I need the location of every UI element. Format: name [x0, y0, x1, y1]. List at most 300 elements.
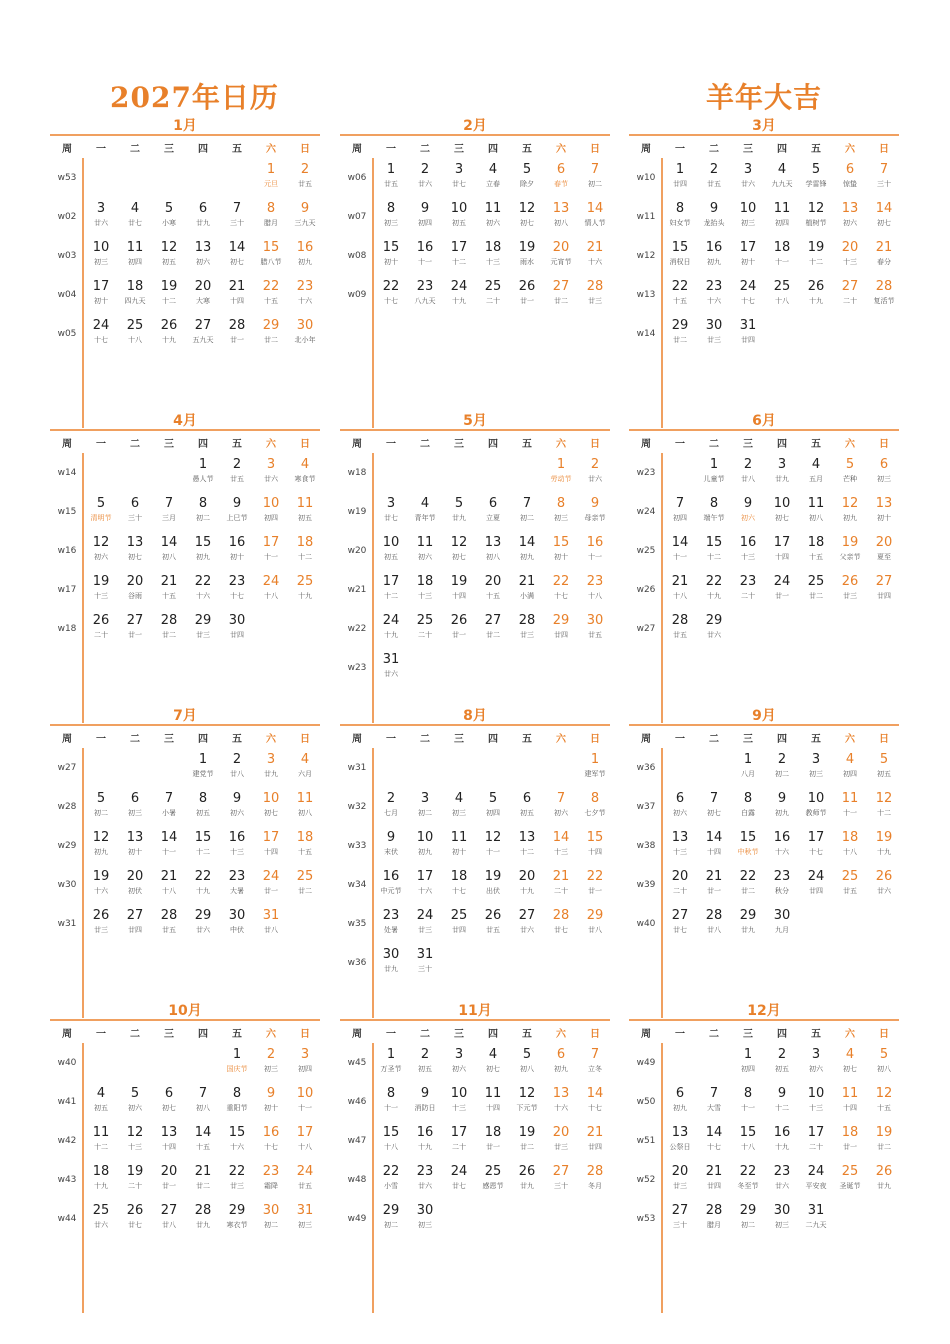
day-cell — [186, 865, 220, 904]
day-cell — [442, 609, 476, 648]
lunar-date: 十七 — [741, 297, 755, 305]
lunar-date: 十四 — [264, 848, 278, 856]
day-cell — [288, 1043, 322, 1082]
day-cell — [220, 236, 254, 275]
weekday-label: 六 — [845, 438, 855, 450]
lunar-date: 廿六 — [520, 926, 534, 934]
lunar-date: 十四 — [707, 848, 721, 856]
day-cell — [374, 865, 408, 904]
week-row — [629, 1043, 899, 1082]
weekday-label: 周 — [641, 733, 651, 745]
lunar-date: 上巳节 — [226, 514, 248, 522]
week-row — [340, 748, 610, 787]
day-number: 23 — [228, 574, 246, 589]
month-days — [347, 748, 610, 1018]
day-number: 14 — [586, 1086, 604, 1101]
lunar-date: 初九 — [775, 809, 789, 817]
lunar-date: 廿二 — [673, 336, 687, 344]
lunar-date: 初五 — [877, 770, 891, 778]
day-number: 28 — [194, 1203, 212, 1218]
weekday-label: 日 — [590, 143, 600, 155]
week-number: w14 — [57, 467, 77, 478]
day-number: 3 — [454, 162, 464, 177]
day-number: 9 — [232, 791, 242, 806]
day-cell — [799, 1082, 833, 1121]
week-number: w05 — [57, 328, 77, 339]
day-number: 4 — [420, 496, 430, 511]
day-number: 24 — [807, 1164, 825, 1179]
day-cell — [288, 1121, 322, 1160]
day-number: 30 — [705, 318, 723, 333]
day-cell — [374, 275, 408, 314]
day-cell — [731, 570, 765, 609]
lunar-date: 初十 — [554, 553, 568, 561]
day-cell — [867, 492, 901, 531]
day-number: 27 — [552, 1164, 570, 1179]
lunar-date: 廿七 — [554, 926, 568, 934]
day-number: 22 — [739, 1164, 757, 1179]
day-cell — [799, 1121, 833, 1160]
day-cell — [408, 904, 442, 943]
day-cell — [254, 492, 288, 531]
day-cell — [186, 453, 220, 492]
day-cell — [408, 492, 442, 531]
day-cell — [220, 1199, 254, 1238]
day-number: 4 — [96, 1086, 106, 1101]
day-number: 31 — [739, 318, 757, 333]
weekday-label: 日 — [300, 143, 310, 155]
day-number: 12 — [875, 791, 893, 806]
day-cell — [867, 609, 901, 648]
lunar-date: 初二 — [94, 809, 108, 817]
day-number: 13 — [126, 830, 144, 845]
weekday-label: 五 — [522, 733, 532, 745]
lunar-date: 惊蛰 — [843, 180, 857, 188]
lunar-date: 廿二 — [162, 631, 176, 639]
day-number: 7 — [232, 201, 242, 216]
lunar-date: 十六 — [554, 1104, 568, 1112]
lunar-date: 十七 — [588, 1104, 602, 1112]
week-number: w28 — [57, 801, 77, 812]
week-row — [50, 158, 320, 197]
lunar-date: 廿一 — [775, 592, 789, 600]
day-number: 11 — [450, 830, 468, 845]
lunar-date: 十七 — [554, 592, 568, 600]
lunar-date: 廿三 — [196, 631, 210, 639]
week-row — [50, 314, 320, 353]
day-cell — [152, 453, 186, 492]
lunar-date: 消防日 — [414, 1104, 436, 1112]
day-number: 17 — [739, 240, 757, 255]
lunar-date: 初三 — [877, 475, 891, 483]
weekday-label: 二 — [420, 1028, 430, 1040]
lunar-date: 十八 — [673, 592, 687, 600]
day-number: 27 — [126, 613, 144, 628]
day-cell — [731, 1082, 765, 1121]
day-number: 20 — [160, 1164, 178, 1179]
lunar-date: 廿六 — [94, 1221, 108, 1229]
week-number: w17 — [57, 584, 77, 595]
day-cell — [765, 570, 799, 609]
day-cell — [476, 787, 510, 826]
day-cell — [663, 1121, 697, 1160]
lunar-date: 初六 — [809, 1065, 823, 1073]
lunar-date: 十六 — [418, 887, 432, 895]
day-number: 5 — [454, 496, 464, 511]
day-cell — [663, 453, 697, 492]
weekday-label: 一 — [386, 143, 396, 155]
day-cell — [442, 943, 476, 982]
day-number: 29 — [194, 908, 212, 923]
day-cell — [578, 1199, 612, 1238]
day-cell — [663, 1160, 697, 1199]
lunar-date: 十八 — [741, 1143, 755, 1151]
lunar-date: 十二 — [775, 1104, 789, 1112]
day-number: 12 — [875, 1086, 893, 1101]
week-number: w53 — [57, 172, 77, 183]
lunar-date: 十九 — [94, 1182, 108, 1190]
month-block — [629, 413, 899, 723]
lunar-date: 廿四 — [707, 1182, 721, 1190]
day-number: 24 — [450, 1164, 468, 1179]
day-number: 1 — [743, 1047, 753, 1062]
lunar-date: 十七 — [230, 592, 244, 600]
lunar-date: 十七 — [809, 848, 823, 856]
lunar-date: 十四 — [452, 592, 466, 600]
day-cell — [833, 1082, 867, 1121]
day-cell — [765, 275, 799, 314]
lunar-date: 廿三 — [418, 926, 432, 934]
day-cell — [408, 787, 442, 826]
week-number: w10 — [636, 172, 656, 183]
lunar-date: 廿六 — [588, 475, 602, 483]
week-row — [629, 314, 899, 353]
lunar-date: 廿八 — [707, 926, 721, 934]
lunar-date: 春节 — [554, 180, 568, 188]
week-row — [340, 275, 610, 314]
weekday-header — [340, 136, 610, 158]
weekday-header — [629, 726, 899, 748]
day-cell — [731, 314, 765, 353]
day-cell — [476, 1160, 510, 1199]
lunar-date: 十八 — [264, 592, 278, 600]
day-cell — [544, 531, 578, 570]
day-number: 27 — [194, 318, 212, 333]
day-number: 26 — [92, 908, 110, 923]
week-row — [340, 904, 610, 943]
day-number: 27 — [518, 908, 536, 923]
weekday-label: 三 — [454, 143, 464, 155]
day-cell — [544, 1082, 578, 1121]
day-number: 4 — [845, 752, 855, 767]
day-cell — [408, 865, 442, 904]
day-cell — [442, 531, 476, 570]
lunar-date: 初五 — [520, 809, 534, 817]
week-row — [629, 158, 899, 197]
week-number: w50 — [636, 1096, 656, 1107]
day-cell — [152, 531, 186, 570]
lunar-date: 十六 — [298, 297, 312, 305]
day-cell — [731, 1121, 765, 1160]
day-cell — [833, 158, 867, 197]
day-cell — [220, 787, 254, 826]
day-number: 4 — [454, 791, 464, 806]
day-cell — [84, 570, 118, 609]
month-days — [347, 453, 610, 723]
day-number: 5 — [164, 201, 174, 216]
day-cell — [186, 158, 220, 197]
day-number: 19 — [875, 830, 893, 845]
day-number: 14 — [875, 201, 893, 216]
day-number: 31 — [807, 1203, 825, 1218]
week-row — [629, 453, 899, 492]
day-number: 26 — [807, 279, 825, 294]
day-cell — [663, 865, 697, 904]
lunar-date: 十二 — [298, 553, 312, 561]
day-cell — [765, 236, 799, 275]
day-number: 19 — [807, 240, 825, 255]
lunar-date: 儿童节 — [703, 475, 725, 483]
day-number: 20 — [552, 240, 570, 255]
day-cell — [697, 1160, 731, 1199]
day-number: 6 — [198, 201, 208, 216]
day-cell — [833, 531, 867, 570]
weekday-header — [340, 431, 610, 453]
lunar-date: 廿八 — [588, 926, 602, 934]
week-row — [629, 787, 899, 826]
day-number: 28 — [518, 613, 536, 628]
week-row — [50, 1043, 320, 1082]
day-cell — [118, 865, 152, 904]
day-number: 18 — [484, 1125, 502, 1140]
day-cell — [867, 826, 901, 865]
lunar-date: 廿二 — [809, 592, 823, 600]
day-cell — [374, 531, 408, 570]
lunar-date: 青年节 — [414, 514, 436, 522]
lunar-date: 初十 — [264, 1104, 278, 1112]
day-number: 1 — [198, 457, 208, 472]
lunar-date: 复活节 — [873, 297, 895, 305]
lunar-date: 龙抬头 — [703, 219, 725, 227]
week-row — [50, 609, 320, 648]
day-cell — [220, 1082, 254, 1121]
week-row — [340, 1121, 610, 1160]
day-cell — [288, 236, 322, 275]
day-number: 27 — [671, 1203, 689, 1218]
day-cell — [663, 1082, 697, 1121]
lunar-date: 十四 — [588, 848, 602, 856]
week-row — [629, 570, 899, 609]
day-number: 17 — [92, 279, 110, 294]
day-cell — [186, 236, 220, 275]
lunar-date: 教师节 — [805, 809, 827, 817]
day-cell — [254, 236, 288, 275]
calendar-slogan: 羊年大吉 — [706, 81, 823, 114]
day-number: 16 — [773, 1125, 791, 1140]
weekday-label: 二 — [130, 1028, 140, 1040]
day-number: 14 — [705, 1125, 723, 1140]
lunar-date: 小满 — [520, 592, 534, 600]
lunar-date: 初六 — [418, 553, 432, 561]
lunar-date: 愚人节 — [192, 475, 214, 483]
day-number: 23 — [773, 1164, 791, 1179]
lunar-date: 廿二 — [554, 297, 568, 305]
day-cell — [118, 826, 152, 865]
day-cell — [833, 904, 867, 943]
month-block — [629, 708, 899, 1018]
week-row — [629, 492, 899, 531]
lunar-date: 初十 — [94, 297, 108, 305]
weekday-label: 日 — [879, 733, 889, 745]
lunar-date: 初八 — [298, 809, 312, 817]
week-number: w27 — [636, 623, 656, 634]
lunar-date: 廿七 — [384, 514, 398, 522]
day-cell — [731, 1199, 765, 1238]
day-cell — [544, 492, 578, 531]
lunar-date: 腊月 — [264, 219, 278, 227]
day-cell — [578, 787, 612, 826]
day-cell — [374, 236, 408, 275]
day-cell — [186, 1043, 220, 1082]
week-row — [340, 648, 610, 687]
day-number: 9 — [590, 496, 600, 511]
day-cell — [476, 904, 510, 943]
day-cell — [118, 1160, 152, 1199]
day-number: 23 — [262, 1164, 280, 1179]
day-cell — [84, 748, 118, 787]
day-cell — [186, 748, 220, 787]
week-number: w33 — [347, 840, 367, 851]
day-number: 20 — [518, 869, 536, 884]
lunar-date: 寒食节 — [294, 475, 316, 483]
lunar-date: 初三 — [384, 219, 398, 227]
day-number: 2 — [300, 162, 310, 177]
day-number: 20 — [671, 1164, 689, 1179]
day-number: 12 — [518, 1086, 536, 1101]
lunar-date: 廿八 — [264, 926, 278, 934]
lunar-date: 初二 — [196, 514, 210, 522]
day-cell — [765, 1160, 799, 1199]
day-number: 4 — [845, 1047, 855, 1062]
weekday-header — [340, 726, 610, 748]
week-row — [629, 748, 899, 787]
lunar-date: 十七 — [384, 297, 398, 305]
day-number: 22 — [382, 279, 400, 294]
day-cell — [374, 943, 408, 982]
weekday-label: 日 — [879, 438, 889, 450]
lunar-date: 廿四 — [128, 926, 142, 934]
day-cell — [867, 865, 901, 904]
month-block — [629, 1003, 899, 1313]
lunar-date: 三十 — [554, 1182, 568, 1190]
day-cell — [510, 826, 544, 865]
weekday-label: 周 — [62, 438, 72, 450]
month-days — [636, 1043, 899, 1313]
lunar-date: 五九天 — [192, 336, 214, 344]
weekday-label: 周 — [641, 438, 651, 450]
day-cell — [254, 748, 288, 787]
lunar-date: 廿五 — [298, 180, 312, 188]
lunar-date: 元旦 — [264, 180, 278, 188]
day-cell — [118, 904, 152, 943]
week-row — [629, 1121, 899, 1160]
weekday-label: 二 — [420, 733, 430, 745]
day-cell — [663, 314, 697, 353]
day-number: 3 — [386, 496, 396, 511]
lunar-date: 初八 — [162, 553, 176, 561]
week-row — [50, 748, 320, 787]
weekday-label: 六 — [266, 438, 276, 450]
weekday-header — [50, 1021, 320, 1043]
day-cell — [765, 314, 799, 353]
day-cell — [731, 609, 765, 648]
lunar-date: 初十 — [741, 258, 755, 266]
day-number: 2 — [386, 791, 396, 806]
lunar-date: 廿八 — [230, 770, 244, 778]
lunar-date: 初三 — [452, 809, 466, 817]
lunar-date: 除夕 — [520, 180, 534, 188]
weekday-label: 一 — [386, 438, 396, 450]
day-number: 4 — [300, 752, 310, 767]
weekday-header — [629, 136, 899, 158]
week-row — [340, 1160, 610, 1199]
day-cell — [697, 1121, 731, 1160]
day-number: 29 — [671, 318, 689, 333]
weekday-label: 三 — [743, 143, 753, 155]
day-number: 26 — [126, 1203, 144, 1218]
day-cell — [578, 275, 612, 314]
day-number: 16 — [739, 535, 757, 550]
day-cell — [799, 904, 833, 943]
lunar-date: 初六 — [94, 553, 108, 561]
month-title: 5月 — [463, 413, 487, 429]
day-cell — [697, 1043, 731, 1082]
month-days — [57, 453, 320, 723]
day-cell — [663, 787, 697, 826]
day-number: 20 — [552, 1125, 570, 1140]
lunar-date: 初七 — [877, 219, 891, 227]
month-title: 4月 — [173, 413, 197, 429]
day-number: 7 — [879, 162, 889, 177]
day-number: 6 — [488, 496, 498, 511]
week-number: w27 — [57, 762, 77, 773]
weekday-header — [50, 136, 320, 158]
day-number: 28 — [586, 279, 604, 294]
day-cell — [510, 609, 544, 648]
weekday-label: 一 — [675, 733, 685, 745]
day-number: 30 — [228, 613, 246, 628]
weekday-label: 五 — [522, 143, 532, 155]
day-cell — [84, 865, 118, 904]
day-cell — [408, 748, 442, 787]
lunar-date: 廿一 — [843, 1143, 857, 1151]
day-cell — [476, 943, 510, 982]
day-number: 21 — [705, 1164, 723, 1179]
lunar-date: 十三 — [94, 592, 108, 600]
day-cell — [697, 826, 731, 865]
lunar-date: 母亲节 — [584, 514, 606, 522]
week-number: w49 — [636, 1057, 656, 1068]
day-cell — [220, 1160, 254, 1199]
day-number: 10 — [92, 240, 110, 255]
day-cell — [697, 1199, 731, 1238]
day-number: 8 — [266, 201, 276, 216]
lunar-date: 初七 — [486, 1065, 500, 1073]
lunar-date: 十九 — [418, 1143, 432, 1151]
day-cell — [697, 904, 731, 943]
day-number: 19 — [126, 1164, 144, 1179]
lunar-date: 三十 — [230, 219, 244, 227]
